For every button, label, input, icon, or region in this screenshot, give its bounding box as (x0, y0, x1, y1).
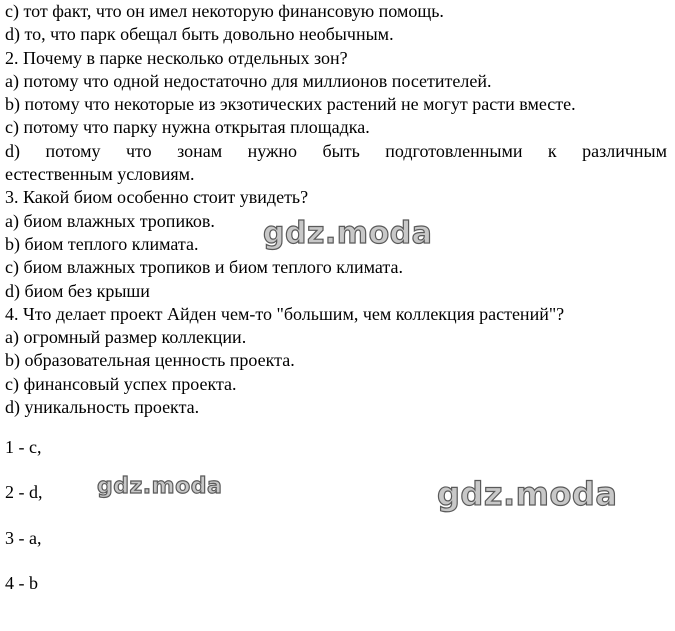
option-b: b) биом теплого климата. (5, 233, 199, 254)
answer-3: 3 - a, (5, 528, 42, 548)
watermark-logo: gdz.moda (263, 216, 433, 251)
question-2: 2. Почему в парке несколько отдельных зон? (5, 47, 348, 68)
text-line: d) то, что парк обещал быть довольно необычным. (5, 24, 394, 45)
watermark-logo: gdz.moda (97, 474, 223, 499)
option-d: d) уникальность проекта. (5, 397, 200, 418)
option-c: c) биом влажных тропиков и биом теплого климата. (5, 257, 404, 278)
text-line: c) тот факт, что он имел некоторую финансовую помощь. (5, 1, 444, 21)
option-d: d) потому что зонам нужно быть подготовленными к различным (5, 140, 667, 161)
option-c: c) потому что парку нужна открытая площадка. (5, 117, 370, 138)
option-b: b) потому что некоторые из экзотических растений не могут расти вместе. (5, 94, 576, 115)
option-c: c) финансовый успех проекта. (5, 373, 237, 394)
answer-1: 1 - c, (5, 437, 42, 457)
option-a: a) огромный размер коллекции. (5, 327, 247, 348)
watermark-logo: gdz.moda (437, 475, 618, 513)
option-a: a) потому что одной недостаточно для миллионов посетителей. (5, 70, 492, 91)
option-d: d) биом без крыши (5, 280, 150, 301)
option-d-continued: естественным условиям. (5, 164, 195, 185)
option-b: b) образовательная ценность проекта. (5, 350, 295, 371)
answer-4: 4 - b (5, 573, 38, 593)
answer-2: 2 - d, (5, 482, 43, 502)
question-3: 3. Какой биом особенно стоит увидеть? (5, 187, 309, 208)
document-text (5, 0, 667, 419)
question-4: 4. Что делает проект Айден чем-то "большим, чем коллекция растений"? (5, 303, 565, 324)
option-a: a) биом влажных тропиков. (5, 210, 215, 231)
